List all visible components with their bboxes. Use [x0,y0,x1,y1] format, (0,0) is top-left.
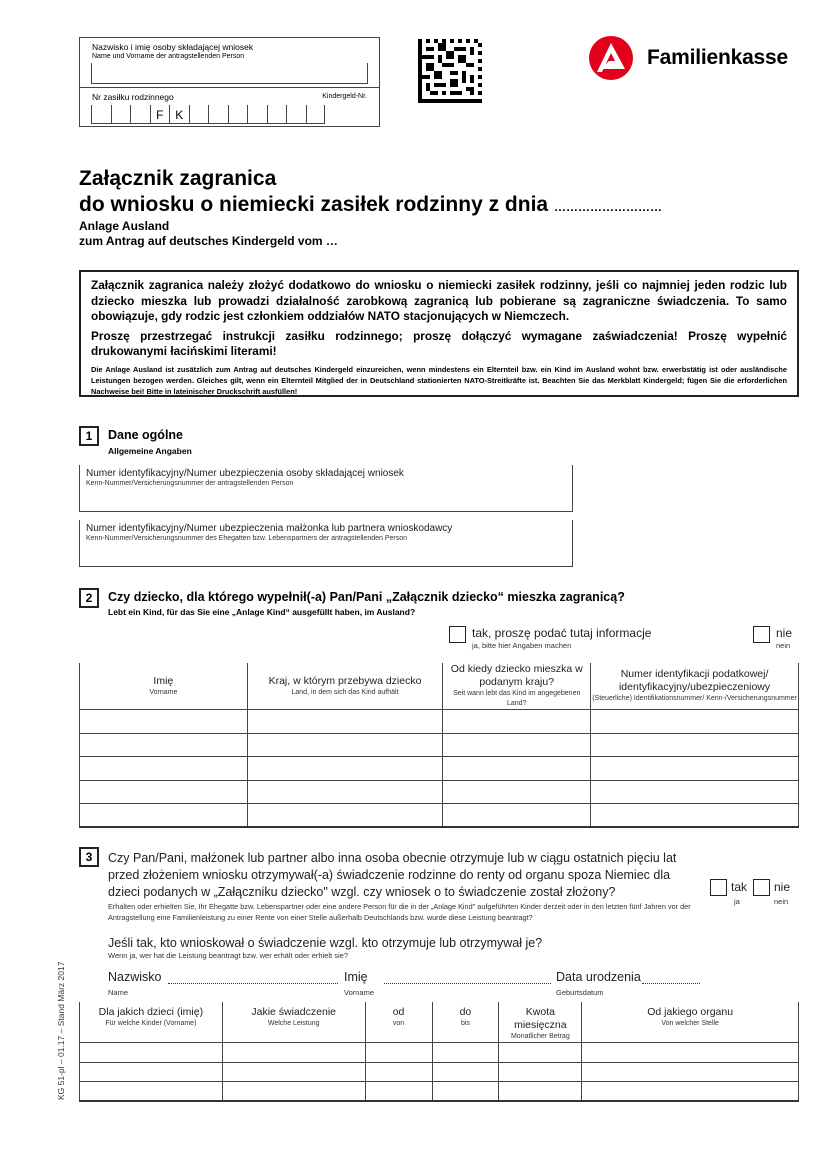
children-abroad-table [79,663,799,828]
table-cell-input[interactable] [247,757,443,781]
column-header-benefit: Jakie świadczenie Welche Leistung [222,1002,365,1043]
table-cell-input[interactable] [499,1062,582,1082]
table-row [80,1062,799,1082]
section-3-followup-question-de: Wenn ja, wer hat die Leistung beantragt bzw. wer erhält oder erhielt sie? [108,951,348,960]
form-version-note: KG 51-pl – 01.17 – Stand März 2017 [56,961,66,1100]
table-cell-input[interactable] [365,1043,432,1063]
table-header-row [80,1002,799,1043]
table-cell-input[interactable] [582,1043,799,1063]
datamatrix-code-icon [418,39,482,103]
column-header-id-number: Numer identyfikacji podatkowej/ identyfikacyjny/ubezpieczeniowy (Steuerliche) Identifikationsnummer/ Kenn-/Versicherungsnummer [591,663,799,710]
kindergeld-nr-cell[interactable] [228,105,248,124]
table-cell-input[interactable] [443,804,591,828]
kindergeld-nr-cell[interactable] [247,105,267,124]
table-cell-input[interactable] [443,780,591,804]
table-row [80,733,799,757]
kindergeld-nr-cell[interactable] [111,105,131,124]
birth-date-input[interactable] [642,983,700,984]
section-1-number: 1 [79,426,99,446]
kindergeld-nr-cell[interactable] [267,105,287,124]
agency-logo-icon [588,35,634,81]
section-3-yes-label: tak [731,880,748,894]
birth-date-label: Data urodzenia [556,970,641,984]
table-cell-input[interactable] [582,1082,799,1102]
section-3-followup-question: Jeśli tak, kto wnioskował o świadczenie wzgl. kto otrzymuje lub otrzymywał je? [108,936,543,950]
table-cell-input[interactable] [222,1062,365,1082]
section-3-yes-sublabel: ja [734,897,740,906]
section-2-question-de: Lebt ein Kind, für das Sie eine „Anlage Kind“ ausgefüllt haben, im Ausland? [108,607,416,617]
table-cell-input[interactable] [222,1082,365,1102]
table-cell-input[interactable] [582,1062,799,1082]
table-cell-input[interactable] [80,733,248,757]
application-date-field[interactable]: ……………………… [553,200,662,214]
section-2-yes-label: tak, proszę podać tutaj informacje [472,626,652,640]
column-header-country: Kraj, w którym przebywa dziecko Land, in dem sich das Kind aufhält [247,663,443,710]
surname-input[interactable] [168,983,338,984]
kindergeld-nr-cell[interactable] [306,105,326,124]
kindergeld-nr-cell[interactable] [208,105,228,124]
table-cell-input[interactable] [80,780,248,804]
applicant-name-input[interactable] [91,63,368,84]
instructions-box [79,270,799,397]
section-2-no-label: nie [776,626,793,640]
table-cell-input[interactable] [222,1043,365,1063]
section-3-yes-checkbox[interactable] [710,879,727,896]
table-row [80,780,799,804]
first-name-label-de: Vorname [344,988,375,997]
section-2-number: 2 [79,588,99,608]
spouse-id-label: Numer identyfikacyjny/Numer ubezpieczenia małżonka lub partnera wnioskodawcy [86,523,453,534]
table-row [80,1043,799,1063]
table-cell-input[interactable] [591,780,799,804]
kindergeld-nr-cell[interactable] [130,105,150,124]
brand-name: Familienkasse [647,46,788,69]
section-2-yes-checkbox[interactable] [449,626,466,643]
table-cell-input[interactable] [443,757,591,781]
column-header-since-when: Od kiedy dziecko mieszka w podanym kraju? Seit wann lebt das Kind im angegebenen Land? [443,663,591,710]
spouse-id-label-de: Kenn-Nummer/Versicherungsnummer des Ehegatten bzw. Lebenspartners der antragstellenden Person [86,535,408,542]
applicant-name-label-de: Name und Vorname der antragstellenden Person [92,53,245,60]
spouse-id-number-field[interactable] [79,520,573,567]
first-name-label: Imię [344,970,368,984]
section-3-no-checkbox[interactable] [753,879,770,896]
table-cell-input[interactable] [80,710,248,734]
column-header-monthly-amount: Kwota miesięczna Monatlicher Betrag [499,1002,582,1043]
kindergeld-nr-cell[interactable] [286,105,306,124]
form-title-line2 [79,193,662,217]
form-title-line2-text: do wniosku o niemiecki zasiłek rodzinny z dnia [79,193,549,216]
birth-date-label-de: Geburtsdatum [556,988,604,997]
table-row [80,757,799,781]
section-2-no-sublabel: nein [776,641,791,650]
section-2-yes-sublabel: ja, bitte hier Angaben machen [472,641,572,650]
section-3-question-de: Erhalten oder erhielten Sie, Ihr Ehegatte bzw. Lebenspartner oder eine andere Person für die in der „Anlage Kind" aufgeführten Kinder derzeit oder in den letzten fünf Jahren vor der Antragstellung eine Familienleistung zu einer Rente von einer Stelle außerhalb Deutschlands bzw. wurde diese Leistung beantragt? [108,902,691,922]
surname-label-de: Name [108,988,129,997]
kindergeld-nr-cell[interactable] [189,105,209,124]
applicant-name-row [80,38,379,88]
column-header-first-name: Imię Vorname [80,663,248,710]
table-cell-input[interactable] [591,757,799,781]
familienkasse-logo [588,35,788,81]
table-cell-input[interactable] [80,1043,223,1063]
kindergeld-nr-cell: F [150,105,170,124]
table-cell-input[interactable] [247,710,443,734]
table-cell-input[interactable] [591,710,799,734]
form-title-de: Anlage Ausland [79,219,170,233]
section-3-number: 3 [79,847,99,867]
foreign-benefits-table [79,1002,799,1102]
table-cell-input[interactable] [432,1082,499,1102]
table-cell-input[interactable] [80,757,248,781]
kindergeld-nr-label-de: Kindergeld-Nr. [322,93,367,100]
applicant-name-label: Nazwisko i imię osoby składającej wniosek [92,42,254,52]
table-cell-input[interactable] [432,1062,499,1082]
kindergeld-nr-cell: K [169,105,189,124]
table-cell-input[interactable] [80,1082,223,1102]
column-header-authority: Od jakiego organu Von welcher Stelle [582,1002,799,1043]
column-header-from: od von [365,1002,432,1043]
section-2-no-checkbox[interactable] [753,626,770,643]
kindergeld-nr-label: Nr zasiłku rodzinnego [92,92,174,102]
table-row [80,710,799,734]
section-3-no-sublabel: nein [774,897,789,906]
column-header-children: Dla jakich dzieci (imię) Für welche Kinder (Vorname) [80,1002,223,1043]
surname-label: Nazwisko [108,970,162,984]
table-row [80,804,799,828]
section-1-subtitle: Allgemeine Angaben [108,446,192,456]
table-cell-input[interactable] [247,780,443,804]
section-1-title: Dane ogólne [108,428,184,442]
section-2-question: Czy dziecko, dla którego wypełnił(-a) Pan/Pani „Załącznik dziecko“ mieszka zagranicą? [108,590,625,604]
section-3-no-label: nie [774,880,791,894]
applicant-header-box [79,37,380,127]
table-cell-input[interactable] [499,1043,582,1063]
applicant-id-label-de: Kenn-Nummer/Versicherungsnummer der antragstellenden Person [86,480,294,487]
section-3-question: Czy Pan/Pani, małżonek lub partner albo inna osoba obecnie otrzymuje lub w ciągu ostatnich pięciu lat przed złożeniem wniosku otrzymywał(-a) świadczenie rodzinne do renty od organu spoza Niemiec dla dzieci podanych w „Załączniku dziecko" wzgl. czy wniosek o to świadczenie został złożony? [108,851,677,899]
table-cell-input[interactable] [591,733,799,757]
applicant-id-number-field[interactable] [79,465,573,512]
form-subtitle-de: zum Antrag auf deutsches Kindergeld vom … [79,234,338,248]
table-cell-input[interactable] [80,804,248,828]
kindergeld-nr-input[interactable] [91,105,325,124]
instructions-paragraph-1: Załącznik zagranica należy złożyć dodatkowo do wniosku o niemiecki zasiłek rodzinny, jeśli co najmniej jeden rodzic lub dziecko mieszka lub prowadzi działalność zarobkową zagranicą lub pobierane są zagraniczne świadczenia. To samo obowiązuje, gdy rodzic jest członkiem oddziałów NATO stacjonujących w Niemczech. [91,278,787,323]
applicant-id-label: Numer identyfikacyjny/Numer ubezpieczenia osoby składającej wniosek [86,468,404,479]
instructions-paragraph-2: Proszę przestrzegać instrukcji zasiłku rodzinnego; proszę dołączyć wymagane zaświadczenia! Proszę wypełnić drukowanymi łacińskimi literami! [91,328,787,358]
table-header-row [80,663,799,710]
column-header-to: do bis [432,1002,499,1043]
table-cell-input[interactable] [499,1082,582,1102]
form-title: Załącznik zagranica [79,167,277,190]
first-name-input[interactable] [384,983,551,984]
table-cell-input[interactable] [432,1043,499,1063]
table-cell-input[interactable] [247,733,443,757]
table-cell-input[interactable] [247,804,443,828]
table-cell-input[interactable] [591,804,799,828]
table-row [80,1082,799,1102]
kindergeld-nr-cell[interactable] [91,105,111,124]
table-cell-input[interactable] [365,1082,432,1102]
table-cell-input[interactable] [443,733,591,757]
table-cell-input[interactable] [443,710,591,734]
instructions-paragraph-de: Die Anlage Ausland ist zusätzlich zum Antrag auf deutsches Kindergeld einzureichen, wenn mindestens ein Elternteil bzw. ein Kind im Ausland wohnt bzw. erwerbstätig ist oder ausländische Leistungen bezogen werden. Gleiches gilt, wenn ein Elternteil Mitglied der in Deutschland stationierten NATO-Streitkräfte ist. Beachten Sie das Merkblatt Kindergeld; fügen Sie die erforderlichen Nachweise bei! Bitte in lateinischer Druckschrift ausfüllen! [91,364,787,396]
table-cell-input[interactable] [365,1062,432,1082]
table-cell-input[interactable] [80,1062,223,1082]
